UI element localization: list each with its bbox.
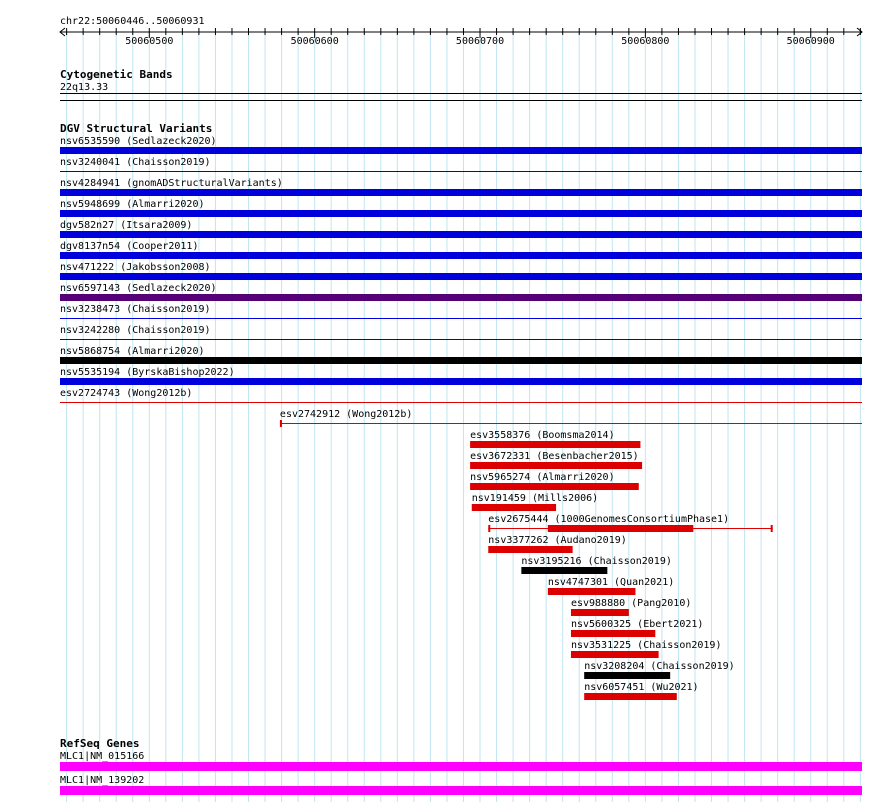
refseq-gene-label[interactable]: MLC1|NM_139202 bbox=[60, 775, 145, 786]
dgv-feature-bar[interactable] bbox=[60, 189, 862, 196]
dgv-feature-label[interactable]: dgv8137n54 (Cooper2011) bbox=[60, 241, 199, 252]
dgv-feature-bar[interactable] bbox=[60, 378, 862, 385]
region-label: chr22:50060446..50060931 bbox=[60, 16, 205, 27]
dgv-feature-end-cap bbox=[771, 525, 773, 532]
dgv-feature-label[interactable]: esv3672331 (Besenbacher2015) bbox=[470, 451, 639, 462]
dgv-feature-list bbox=[60, 136, 862, 700]
dgv-feature-bar[interactable] bbox=[470, 441, 640, 448]
ruler-tick-label: 50060500 bbox=[125, 36, 174, 47]
ruler-tick-label: 50060800 bbox=[621, 36, 670, 47]
refseq-feature-list bbox=[60, 751, 862, 795]
ruler-ticks bbox=[60, 28, 862, 47]
dgv-feature-bar[interactable] bbox=[571, 651, 659, 658]
cytoband-label: 22q13.33 bbox=[60, 82, 109, 93]
dgv-feature-bar[interactable] bbox=[521, 567, 607, 574]
dgv-feature-label[interactable]: nsv5600325 (Ebert2021) bbox=[570, 619, 704, 630]
dgv-structural-variants-track bbox=[60, 122, 862, 700]
cytoband-track-title[interactable]: Cytogenetic Bands bbox=[60, 68, 173, 81]
dgv-feature-bar[interactable] bbox=[60, 231, 862, 238]
dgv-track-title[interactable]: DGV Structural Variants bbox=[60, 122, 213, 135]
refseq-genes-track bbox=[60, 737, 862, 795]
dgv-feature-label[interactable]: esv2742912 (Wong2012b) bbox=[279, 409, 413, 420]
dgv-feature-label[interactable]: nsv3238473 (Chaisson2019) bbox=[60, 304, 211, 315]
dgv-feature-bar[interactable] bbox=[548, 588, 636, 595]
dgv-feature-end-cap bbox=[280, 420, 282, 427]
ruler-tick-label: 50060600 bbox=[290, 36, 339, 47]
dgv-feature-label[interactable]: nsv5965274 (Almarri2020) bbox=[470, 472, 615, 483]
dgv-feature-label[interactable]: nsv3195216 (Chaisson2019) bbox=[521, 556, 672, 567]
ruler-tick-label: 50060700 bbox=[455, 36, 505, 47]
dgv-feature-bar[interactable] bbox=[60, 357, 862, 364]
dgv-feature-label[interactable]: nsv6057451 (Wu2021) bbox=[584, 682, 699, 693]
dgv-feature-bar[interactable] bbox=[60, 210, 862, 217]
dgv-feature-bar[interactable] bbox=[60, 147, 862, 154]
dgv-feature-bar[interactable] bbox=[60, 273, 862, 280]
cytoband-line-bottom[interactable] bbox=[60, 100, 862, 101]
dgv-feature-line[interactable] bbox=[60, 318, 862, 319]
dgv-feature-line[interactable] bbox=[60, 171, 862, 172]
dgv-feature-bar[interactable] bbox=[571, 609, 629, 616]
dgv-feature-bar[interactable] bbox=[548, 525, 694, 532]
cytogenetic-bands-track bbox=[60, 68, 862, 101]
dgv-feature-bar[interactable] bbox=[60, 294, 862, 301]
dgv-feature-bar[interactable] bbox=[470, 462, 642, 469]
dgv-feature-label[interactable]: nsv3242280 (Chaisson2019) bbox=[60, 325, 211, 336]
dgv-feature-label[interactable]: nsv4747301 (Quan2021) bbox=[547, 577, 675, 588]
dgv-feature-label[interactable]: nsv3240041 (Chaisson2019) bbox=[60, 157, 211, 168]
dgv-feature-label[interactable]: nsv6535590 (Sedlazeck2020) bbox=[60, 136, 217, 147]
dgv-feature-bar[interactable] bbox=[60, 252, 862, 259]
dgv-feature-bar[interactable] bbox=[472, 504, 556, 511]
dgv-feature-label[interactable]: esv3558376 (Boomsma2014) bbox=[470, 430, 615, 441]
dgv-feature-label[interactable]: nsv5535194 (ByrskaBishop2022) bbox=[60, 367, 235, 378]
dgv-feature-bar[interactable] bbox=[488, 546, 572, 553]
coordinate-ruler bbox=[60, 16, 862, 47]
dgv-feature-label[interactable]: nsv3531225 (Chaisson2019) bbox=[570, 640, 722, 651]
dgv-feature-end-cap bbox=[488, 525, 490, 532]
ruler-tick-label: 50060900 bbox=[786, 36, 835, 47]
dgv-feature-label[interactable]: nsv5948699 (Almarri2020) bbox=[60, 199, 205, 210]
dgv-feature-bar[interactable] bbox=[584, 672, 670, 679]
dgv-feature-bar[interactable] bbox=[584, 693, 677, 700]
dgv-feature-label[interactable]: esv2675444 (1000GenomesConsortiumPhase1) bbox=[488, 514, 730, 525]
refseq-gene-label[interactable]: MLC1|NM_015166 bbox=[60, 751, 145, 762]
dgv-feature-label[interactable]: nsv4284941 (gnomADStructuralVariants) bbox=[60, 178, 283, 189]
dgv-feature-label[interactable]: nsv191459 (Mills2006) bbox=[471, 493, 599, 504]
dgv-feature-bar[interactable] bbox=[571, 630, 655, 637]
dgv-feature-line[interactable] bbox=[60, 402, 862, 403]
dgv-feature-label[interactable]: dgv582n27 (Itsara2009) bbox=[60, 220, 193, 231]
dgv-feature-line[interactable] bbox=[60, 339, 862, 340]
dgv-feature-bar[interactable] bbox=[470, 483, 639, 490]
cytoband-line-top[interactable] bbox=[60, 93, 862, 94]
dgv-feature-label[interactable]: nsv471222 (Jakobsson2008) bbox=[60, 262, 211, 273]
dgv-feature-label[interactable]: nsv3208204 (Chaisson2019) bbox=[584, 661, 735, 672]
refseq-gene-bar[interactable] bbox=[60, 762, 862, 771]
dgv-feature-label[interactable]: nsv6597143 (Sedlazeck2020) bbox=[60, 283, 217, 294]
dgv-feature-label[interactable]: nsv3377262 (Audano2019) bbox=[488, 535, 627, 546]
dgv-feature-label[interactable]: esv2724743 (Wong2012b) bbox=[60, 388, 193, 399]
dgv-feature-line[interactable] bbox=[280, 423, 862, 424]
refseq-track-title[interactable]: RefSeq Genes bbox=[60, 737, 140, 750]
dgv-feature-label[interactable]: nsv5868754 (Almarri2020) bbox=[60, 346, 205, 357]
refseq-gene-bar[interactable] bbox=[60, 786, 862, 795]
dgv-feature-label[interactable]: esv988880 (Pang2010) bbox=[570, 598, 692, 609]
